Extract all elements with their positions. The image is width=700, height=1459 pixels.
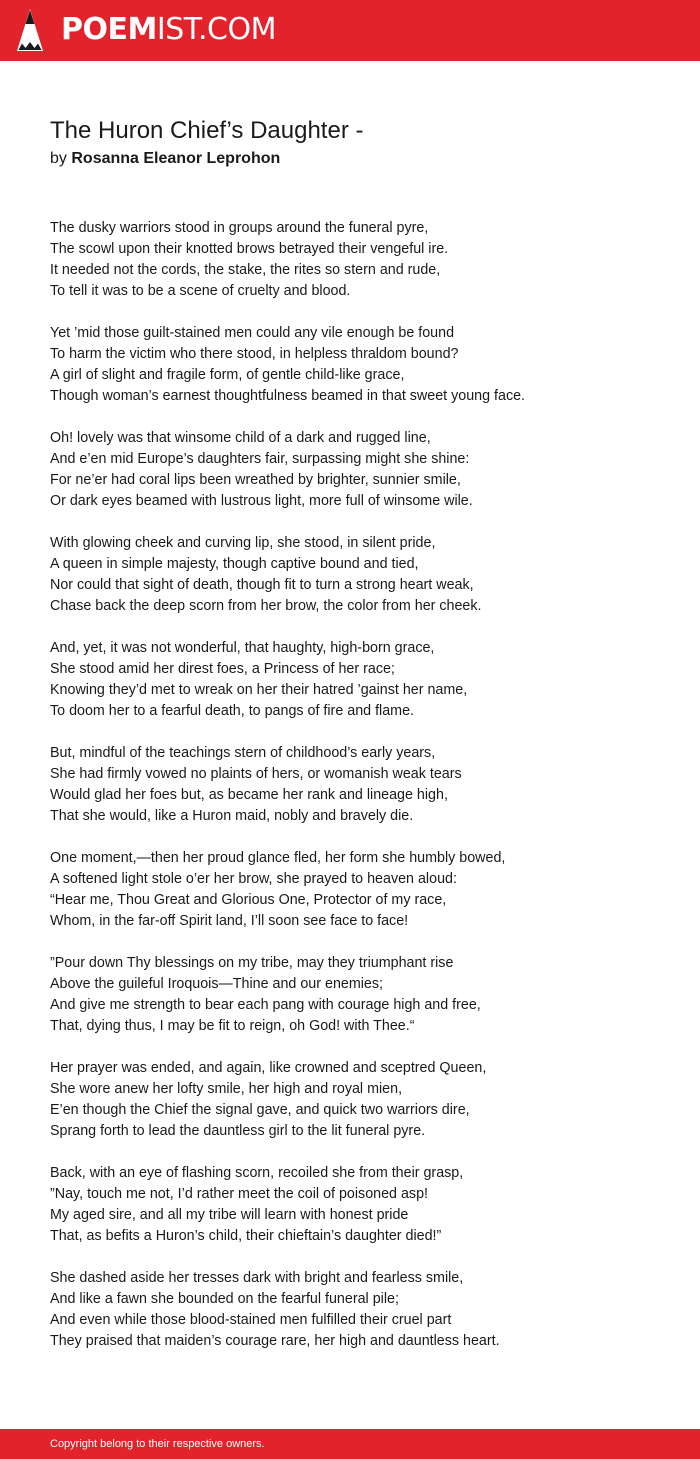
poem-line: They praised that maiden’s courage rare, her high and dauntless heart. <box>50 1333 500 1349</box>
poem-line: Would glad her foes but, as became her rank and lineage high, <box>50 787 448 803</box>
poem-line: ”Pour down Thy blessings on my tribe, may they triumphant rise <box>50 955 454 971</box>
poem-stanza <box>50 953 670 1037</box>
poem-line: And even while those blood-stained men fulfilled their cruel part <box>50 1312 452 1328</box>
poem-line: Though woman’s earnest thoughtfulness beamed in that sweet young face. <box>50 388 526 404</box>
poem-line: The scowl upon their knotted brows betrayed their vengeful ire. <box>50 241 449 257</box>
poem-stanza <box>50 1268 670 1352</box>
poem-line: A softened light stole o’er her brow, she prayed to heaven aloud: <box>50 871 457 887</box>
by-label: by <box>50 150 67 167</box>
poem-line: But, mindful of the teachings stern of childhood’s early years, <box>50 745 436 761</box>
poem-line: To harm the victim who there stood, in helpless thraldom bound? <box>50 346 459 362</box>
poem-body <box>50 218 670 1373</box>
poem-line: Sprang forth to lead the dauntless girl to the lit funeral pyre. <box>50 1123 426 1139</box>
poem-line: ”Nay, touch me not, I’d rather meet the coil of poisoned asp! <box>50 1186 429 1202</box>
poem-line: She had firmly vowed no plaints of hers, or womanish weak tears <box>50 766 462 782</box>
poem-line: Yet ’mid those guilt-stained men could any vile enough be found <box>50 325 455 341</box>
poem-stanza <box>50 218 670 302</box>
poem-line: Whom, in the far-off Spirit land, I’ll soon see face to face! <box>50 913 409 929</box>
site-footer <box>0 1429 700 1459</box>
poem-line: That, dying thus, I may be fit to reign, oh God! with Thee.“ <box>50 1018 415 1034</box>
poem-line: Oh! lovely was that winsome child of a dark and rugged line, <box>50 430 431 446</box>
logo-brand-light: IST.COM <box>156 12 276 47</box>
logo-brand-strong: POEM <box>61 12 157 47</box>
poem-line: And e’en mid Europe’s daughters fair, surpassing might she shine: <box>50 451 470 467</box>
site-header <box>0 0 700 61</box>
poem-line: And like a fawn she bounded on the fearful funeral pile; <box>50 1291 399 1307</box>
poem-line: The dusky warriors stood in groups around the funeral pyre, <box>50 220 429 236</box>
poem-line: And give me strength to bear each pang with courage high and free, <box>50 997 481 1013</box>
copyright-notice: Copyright belong to their respective owners. <box>50 1438 265 1450</box>
poem-line: To doom her to a fearful death, to pangs of fire and flame. <box>50 703 414 719</box>
poem-line: It needed not the cords, the stake, the rites so stern and rude, <box>50 262 441 278</box>
poem-line: E’en though the Chief the signal gave, and quick two warriors dire, <box>50 1102 470 1118</box>
poem-line: To tell it was to be a scene of cruelty and blood. <box>50 283 351 299</box>
poem-line: A queen in simple majesty, though captive bound and tied, <box>50 556 419 572</box>
poem-line: Nor could that sight of death, though fit to turn a strong heart weak, <box>50 577 474 593</box>
byline <box>50 148 280 170</box>
poem-stanza <box>50 848 670 932</box>
poem-stanza <box>50 428 670 512</box>
poem-title: The Huron Chief’s Daughter - <box>50 117 364 144</box>
poem-line: One moment,—then her proud glance fled, her form she humbly bowed, <box>50 850 506 866</box>
poem-stanza <box>50 1058 670 1142</box>
poem-line: Her prayer was ended, and again, like crowned and sceptred Queen, <box>50 1060 487 1076</box>
poem-line: For ne’er had coral lips been wreathed by brighter, sunnier smile, <box>50 472 461 488</box>
poem-stanza <box>50 743 670 827</box>
author-name: Rosanna Eleanor Leprohon <box>71 150 281 167</box>
poem-line: Chase back the deep scorn from her brow, the color from her cheek. <box>50 598 482 614</box>
poem-line: Above the guileful Iroquois—Thine and our enemies; <box>50 976 384 992</box>
pencil-tip-icon[interactable] <box>17 9 43 51</box>
poem-line: A girl of slight and fragile form, of gentle child-like grace, <box>50 367 405 383</box>
poem-line: And, yet, it was not wonderful, that haughty, high-born grace, <box>50 640 435 656</box>
poem-line: That, as befits a Huron’s child, their chieftain’s daughter died!” <box>50 1228 442 1244</box>
poem-stanza <box>50 533 670 617</box>
poem-line: “Hear me, Thou Great and Glorious One, Protector of my race, <box>50 892 447 908</box>
poem-line: She wore anew her lofty smile, her high and royal mien, <box>50 1081 403 1097</box>
poem-line: Back, with an eye of flashing scorn, recoiled she from their grasp, <box>50 1165 464 1181</box>
poem-line: With glowing cheek and curving lip, she stood, in silent pride, <box>50 535 436 551</box>
poem-stanza <box>50 1163 670 1247</box>
poem-line: She dashed aside her tresses dark with bright and fearless smile, <box>50 1270 464 1286</box>
poem-line: Knowing they’d met to wreak on her their hatred ’gainst her name, <box>50 682 468 698</box>
poem-line: My aged sire, and all my tribe will learn with honest pride <box>50 1207 409 1223</box>
poem-line: That she would, like a Huron maid, nobly and bravely die. <box>50 808 414 824</box>
poem-stanza <box>50 323 670 407</box>
poem-line: She stood amid her direst foes, a Princess of her race; <box>50 661 395 677</box>
site-logo[interactable] <box>61 11 276 49</box>
poem-stanza <box>50 638 670 722</box>
poem-line: Or dark eyes beamed with lustrous light, more full of winsome wile. <box>50 493 473 509</box>
